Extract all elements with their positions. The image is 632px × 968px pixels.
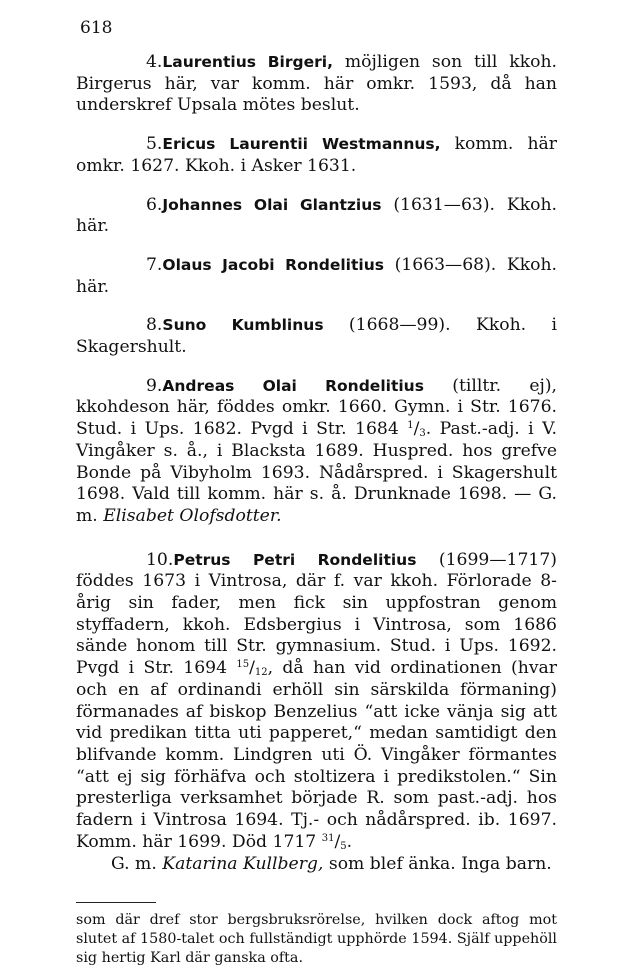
entry-text: (1668—99). Kkoh. i Skagershult.: [76, 315, 557, 358]
person-name: Suno Kumblinus: [162, 316, 324, 335]
marriage-line: G. m. Katarina Kullberg, som blef änka. Inga barn.: [111, 853, 552, 874]
person-name: Laurentius Birgeri,: [162, 53, 333, 71]
entry-text: (1631—63). Kkoh. här.: [76, 194, 557, 237]
person-name: Johannes Olai Glantzius: [162, 195, 382, 214]
entry-text: (1699—1717) föddes 1673 i Vintrosa, där f. var kkoh. Förlorade 8-årig sin fader, men fick sin uppfostran genom styffadern, kkoh. Edsbergius i Vintrosa, som 1686 sände honom till Str. gymnasium. Stud. i Ups. 1692. Pvgd i Str. 1694: [76, 549, 557, 679]
footnote: som där dref stor bergsbruksrörelse, hvilken dock aftog mot slutet af 1580-talet och fullständigt upphörde 1594. Själf uppehöll sig hertig Karl där ganska ofta.: [76, 912, 557, 967]
entry-text: möjligen son till kkoh. Birgerus här, var komm. här omkr. 1593, då han underskref Upsala mötes beslut.: [76, 52, 557, 116]
date-month: 5: [340, 840, 347, 852]
fraction-denominator: 3: [419, 428, 426, 440]
entry-6: [76, 195, 557, 238]
footnote-divider: [76, 902, 156, 903]
entry-8: [76, 315, 557, 358]
entry-7: [76, 255, 557, 298]
entry-text: . Past.-adj. i V. Vingåker s. å., i Blacksta 1689. Huspred. hos grefve Bonde på Vibyholm 1693. Nådårspred. i Skagershult 1698. Vald till komm. här s. å. Drunknade 1698. — G. m.: [76, 419, 557, 526]
entry-text: komm. här omkr. 1627. Kkoh. i Asker 1631.: [76, 134, 557, 176]
fraction-numerator: 1: [407, 420, 414, 432]
spouse-name: Katarina Kullberg,: [162, 853, 324, 874]
page: [76, 18, 557, 968]
entry-number: 9.: [146, 375, 163, 396]
entry-5: [76, 134, 557, 177]
person-name: Olaus Jacobi Rondelitius: [162, 255, 384, 274]
person-name: Andreas Olai Rondelitius: [162, 376, 424, 395]
date-day: 15: [236, 659, 250, 671]
entry-number: 7.: [146, 254, 163, 275]
entry-text: (tilltr. ej), kkohdeson här, föddes omkr. 1660. Gymn. i Str. 1676. Stud. i Ups. 1682. Pvgd i Str. 1684: [76, 375, 557, 440]
entry-number: 8.: [146, 315, 163, 336]
page-number: 618: [80, 18, 113, 38]
entry-number: 4.: [146, 52, 163, 72]
entry-number: 5.: [146, 134, 163, 155]
date-day: 31: [321, 832, 335, 844]
entry-number: 10.: [146, 549, 174, 570]
entry-text: .: [346, 831, 353, 852]
person-name: Petrus Petri Rondelitius: [173, 550, 417, 569]
entry-4: [76, 52, 557, 117]
spouse-name: Elisabet Olofsdotter.: [103, 505, 282, 526]
entry-number: 6.: [146, 194, 163, 215]
entry-text: , då han vid ordinationen (hvar och en af ordinandi erhöll sin särskilda förmaning) förmanades af biskop Benzelius “att icke vänja sig att vid predikan titta uti papperet,“ medan samtidigt den blifvande komm. Lindgren uti Ö. Vingåker förmantes “att ej sig förhäfva och stoltizera i predikstolen.“ Sin presterliga verksamhet började R. som past.-adj. hos fadern i Vintrosa 1694. Tj.- och nådårspred. ib. 1697. Komm. här 1699. Död 1717: [76, 658, 557, 852]
entry-text: (1663—68). Kkoh. här.: [76, 254, 557, 297]
date-month: 12: [254, 667, 268, 679]
entry-10: 10.Petrus Petri Rondelitius (1699—1717) föddes 1673 i Vintrosa, där f. var kkoh. Förlorade 8-årig sin fader, men fick sin uppfostran genom styffadern, kkoh. Edsbergius i Vintrosa, som 1686 sände honom till Str. gymnasium. Stud. i Ups. 1692. Pvgd i Str. 1694 $^{15}/_{12}$, då han vid ordinationen (hvar och en af ordinandi erhöll sin särskilda förmaning) förmanades af biskop Benzelius “att icke vänja sig att vid predikan titta uti papperet,“ medan samtidigt den blifvande komm. Lindgren uti Ö. Vingåker förmantes “att ej sig förhäfva och stoltizera i predikstolen.“ Sin presterliga verksamhet började R. som past.-adj. hos fadern i Vintrosa 1694. Tj.- och nådårspred. ib. 1697. Komm. här 1699. Död 1717 $^{31}/_5$. G. m. Katarina Kullberg, som blef änka. Inga barn.: [76, 549, 557, 874]
entry-9: 9.Andreas Olai Rondelitius (tilltr. ej), kkohdeson här, föddes omkr. 1660. Gymn. i Str. 1676. Stud. i Ups. 1682. Pvgd i Str. 1684 $^1/_3$. Past.-adj. i V. Vingåker s. å., i Blacksta 1689. Huspred. hos grefve Bonde på Vibyholm 1693. Nådårspred. i Skagershult 1698. Vald till komm. här s. å. Drunknade 1698. — G. m. Elisabet Olofsdotter.: [76, 375, 557, 526]
person-name: Ericus Laurentii Westmannus,: [162, 135, 441, 154]
